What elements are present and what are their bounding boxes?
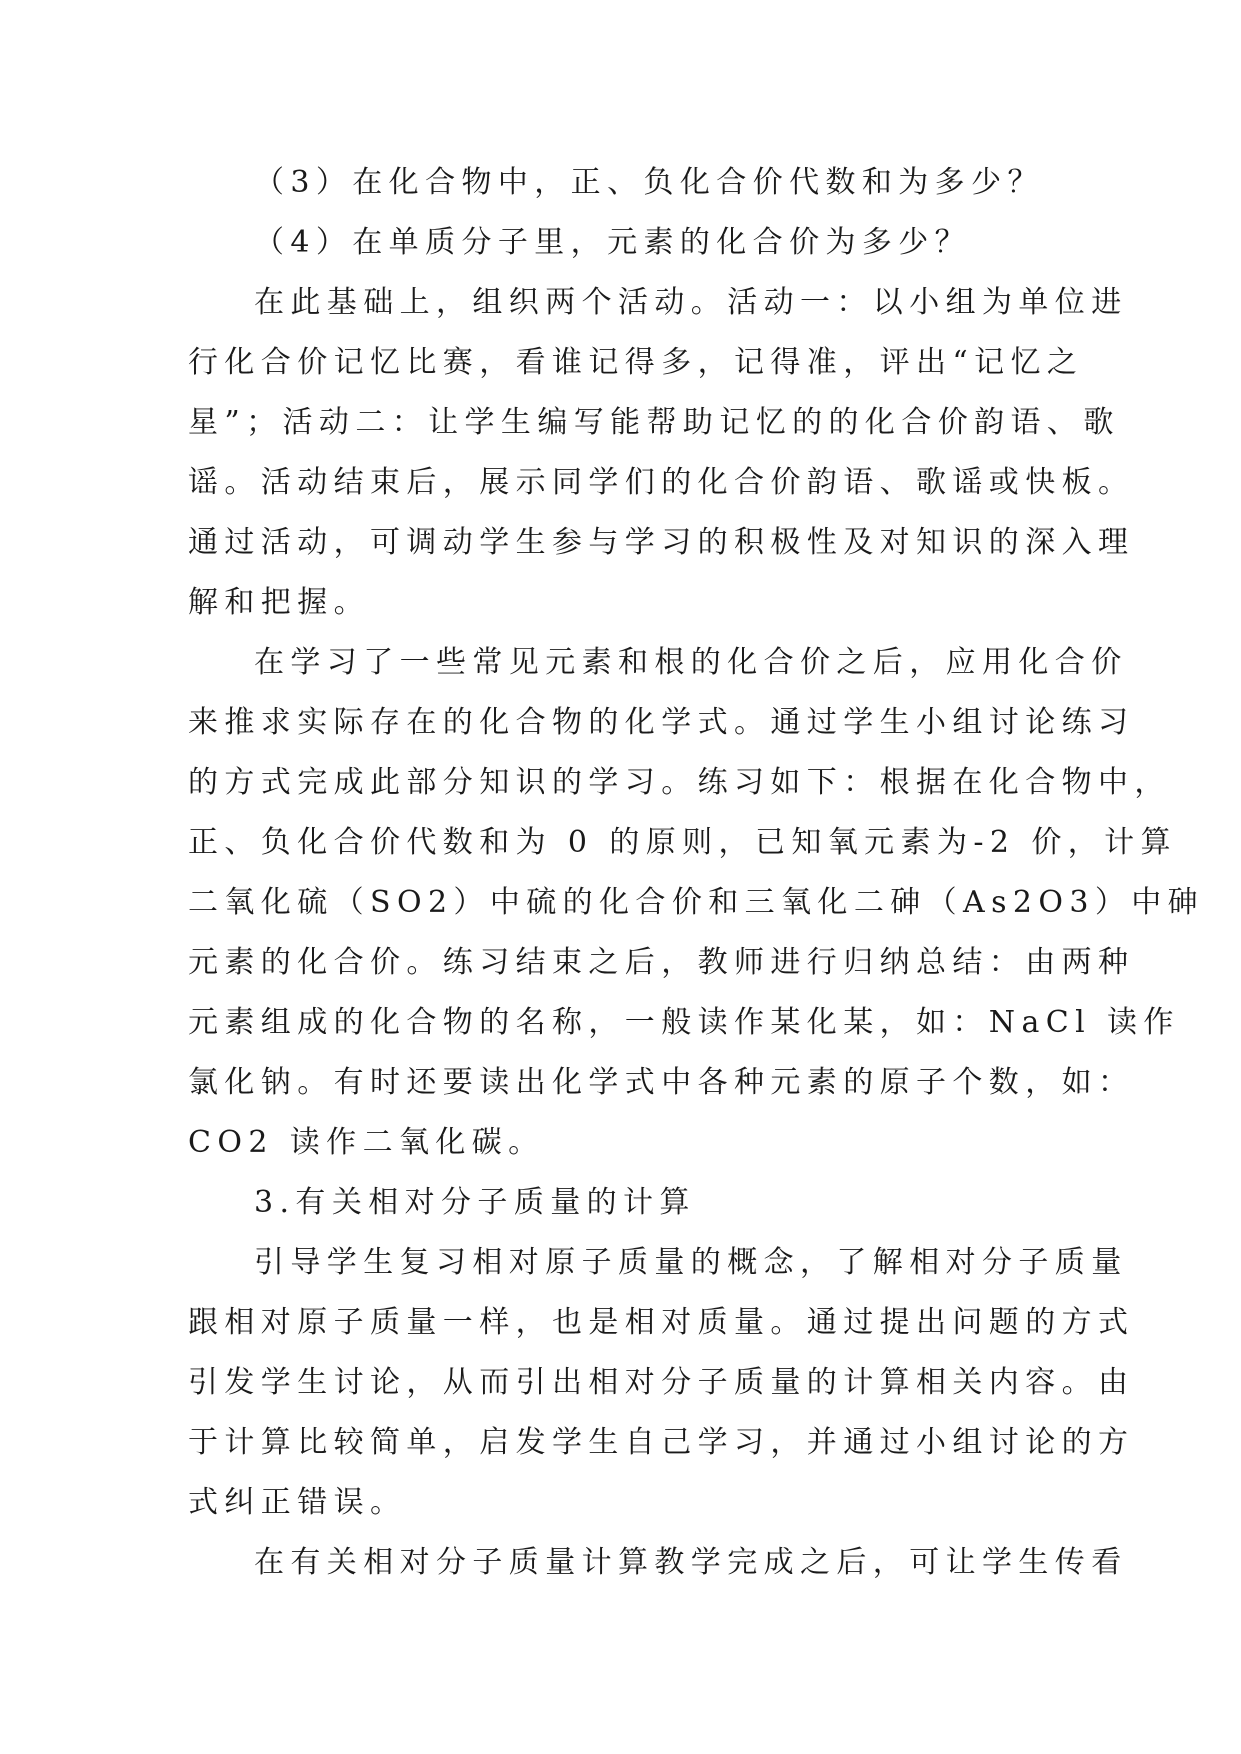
paragraph-line: 引发学生讨论，从而引出相对分子质量的计算相关内容。由: [188, 1365, 1135, 1400]
paragraph-line: 谣。活动结束后，展示同学们的化合价韵语、歌谣或快板。: [188, 465, 1135, 500]
paragraph-line: 的方式完成此部分知识的学习。练习如下：根据在化合物中，: [188, 765, 1171, 800]
section-heading: 3.有关相对分子质量的计算: [254, 1185, 696, 1220]
paragraph-line: 行化合价记忆比赛，看谁记得多，记得准，评出“记忆之: [188, 345, 1084, 380]
question-line-3: （3）在化合物中，正、负化合价代数和为多少？: [254, 165, 1044, 200]
paragraph-line: 正、负化合价代数和为 0 的原则，已知氧元素为-2 价，计算: [188, 825, 1177, 860]
paragraph-line: 元素组成的化合物的名称，一般读作某化某，如：NaCl 读作: [188, 1005, 1180, 1040]
paragraph-line: 二氧化硫（SO2）中硫的化合价和三氧化二砷（As2O3）中砷: [188, 885, 1205, 920]
paragraph-line: 氯化钠。有时还要读出化学式中各种元素的原子个数，如：: [188, 1065, 1135, 1100]
paragraph-line: CO2 读作二氧化碳。: [188, 1125, 545, 1160]
paragraph-line: 解和把握。: [188, 585, 370, 620]
paragraph-line: 星”；活动二：让学生编写能帮助记忆的的化合价韵语、歌: [188, 405, 1120, 440]
paragraph-line: 在此基础上，组织两个活动。活动一：以小组为单位进: [254, 285, 1128, 320]
paragraph-line: 通过活动，可调动学生参与学习的积极性及对知识的深入理: [188, 525, 1135, 560]
paragraph-line: 式纠正错误。: [188, 1485, 407, 1520]
paragraph-line: 在学习了一些常见元素和根的化合价之后，应用化合价: [254, 645, 1128, 680]
paragraph-line: 元素的化合价。练习结束之后，教师进行归纳总结：由两种: [188, 945, 1135, 980]
paragraph-line: 于计算比较简单，启发学生自己学习，并通过小组讨论的方: [188, 1425, 1135, 1460]
paragraph-line: 在有关相对分子质量计算教学完成之后，可让学生传看: [254, 1545, 1128, 1580]
paragraph-line: 引导学生复习相对原子质量的概念，了解相对分子质量: [254, 1245, 1128, 1280]
question-line-4: （4）在单质分子里，元素的化合价为多少？: [254, 225, 972, 260]
paragraph-line: 来推求实际存在的化合物的化学式。通过学生小组讨论练习: [188, 705, 1135, 740]
paragraph-line: 跟相对原子质量一样，也是相对质量。通过提出问题的方式: [188, 1305, 1135, 1340]
